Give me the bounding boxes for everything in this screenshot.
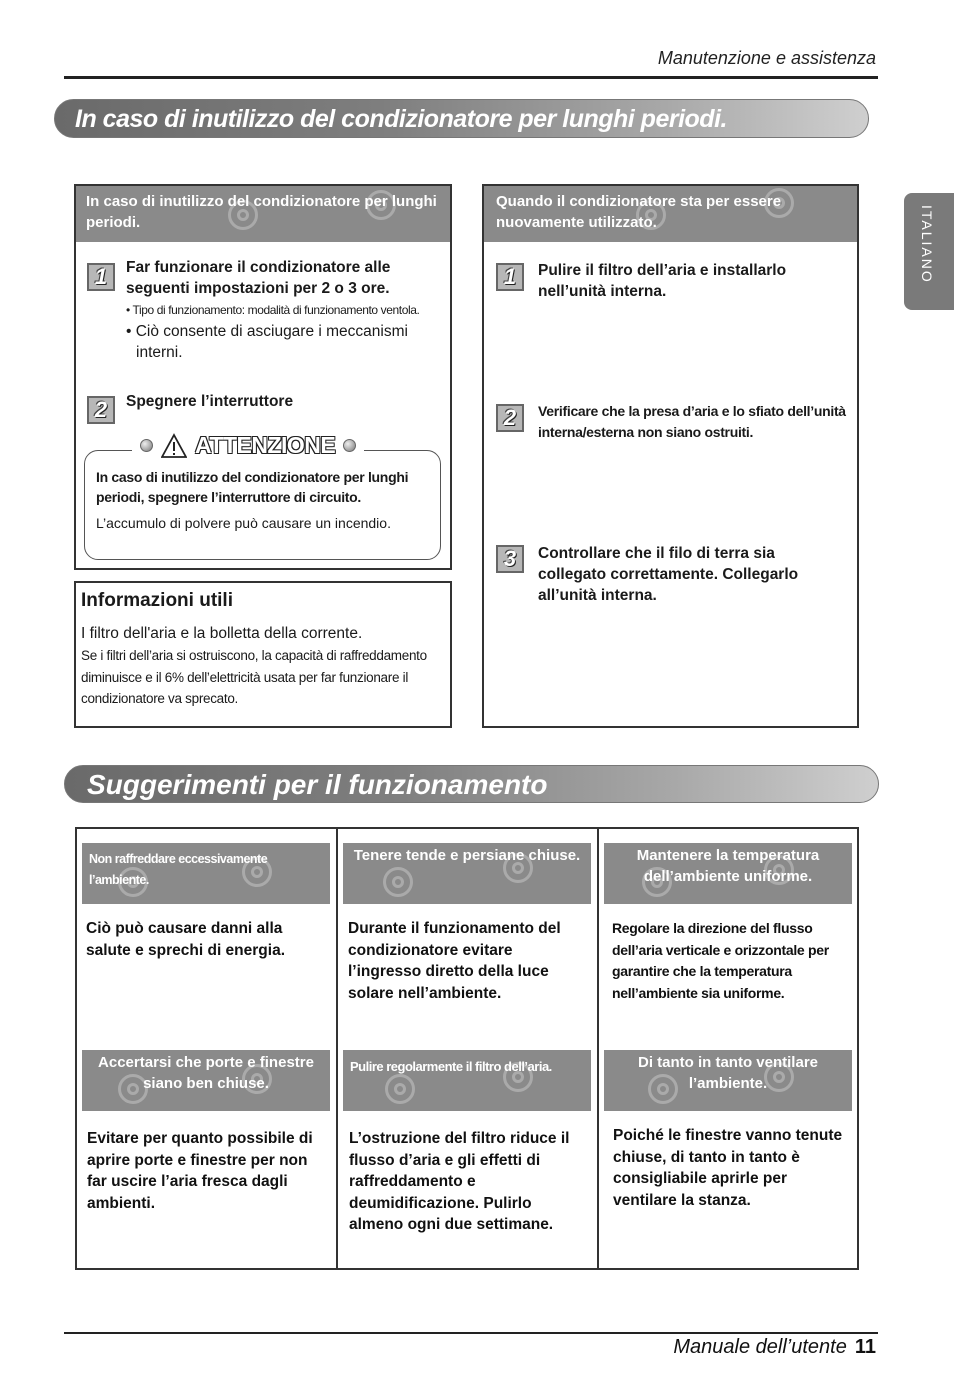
section-title: Manutenzione e assistenza (657, 48, 876, 68)
reuse-box-header-text: Quando il condizionatore sta per essere nuovamente utilizzato. (496, 193, 782, 231)
step-number-badge: 1 (496, 263, 524, 291)
section-banner-unused: In caso di inutilizzo del condizionatore per lunghi periodi. (54, 99, 869, 138)
info-box-line1: I filtro dell'aria e la bolletta della corrente. (81, 625, 363, 642)
step-number-badge: 2 (87, 396, 115, 424)
warning-triangle-icon (161, 433, 187, 459)
footer (673, 1336, 876, 1359)
caution-title (132, 432, 364, 459)
reuse-step2-text: Verificare che la presa d’aria e lo sfiato dell’unità interna/esterna non siano ostruiti. (538, 403, 846, 440)
caution-bold-text: In caso di inutilizzo del condizionatore per lunghi periodi, spegnere l’interruttore di circuito. (96, 469, 409, 505)
tip-header: Non raffreddare eccessivamente l’ambiente. (82, 843, 330, 904)
caution-title-text: ATTENZIONE (195, 432, 336, 458)
tip-header: Pulire regolarmente il filtro dell’aria. (343, 1050, 591, 1111)
storage-step1-text: Far funzionare il condizionatore alle seguenti impostazioni per 2 o 3 ore. (126, 259, 391, 297)
reuse-step3-text: Controllare che il filo di terra sia collegato correttamente. Collegarlo all’unità interna. (538, 545, 799, 604)
tip-body: L’ostruzione del filtro riduce il flusso d’aria e gli effetti di raffreddamento e deumidificazione. Pulirlo almeno ogni due settimane. (349, 1130, 570, 1233)
step-number-badge: 1 (87, 263, 115, 291)
footer-manual-label: Manuale dell’utente (673, 1336, 847, 1358)
tip-body: Regolare la direzione del flusso dell’aria verticale e orizzontale per garantire che la temperatura nell’ambiente sia uniforme. (612, 920, 829, 1001)
reuse-box-header (484, 186, 857, 242)
tip-header: Accertarsi che porte e finestre siano ben chiuse. (82, 1050, 330, 1111)
storage-step1-bullet1: • Tipo di funzionamento: modalità di funzionamento ventola. (126, 303, 420, 317)
swirl-icon (385, 1074, 415, 1104)
reuse-step1-text: Pulire il filtro dell’aria e installarlo nell’unità interna. (538, 262, 787, 300)
caution-text: L’accumulo di polvere può causare un incendio. (96, 515, 391, 531)
page-number: 11 (854, 1336, 876, 1358)
tip-header: Di tanto in tanto ventilare l’ambiente. (604, 1050, 852, 1111)
info-box-title: Informazioni utili (81, 590, 233, 611)
swirl-icon (648, 1074, 678, 1104)
column-divider (597, 829, 599, 1268)
tip-header: Tenere tende e persiane chiuse. (343, 843, 591, 904)
step-number-badge: 2 (496, 404, 524, 432)
tip-body: Ciò può causare danni alla salute e sprechi di energia. (86, 920, 285, 959)
tip-body: Durante il funzionamento del condizionatore evitare l’ingresso diretto della luce solare nell’ambiente. (348, 920, 561, 1002)
language-tab-label: ITALIANO (919, 205, 935, 284)
storage-box-header-text: In caso di inutilizzo del condizionatore per lunghi periodi. (86, 193, 437, 231)
step-number-badge: 3 (496, 545, 524, 573)
tip-body: Evitare per quanto possibile di aprire porte e finestre per non far uscire l’aria fresca dagli ambienti. (87, 1130, 313, 1212)
swirl-icon (383, 867, 413, 897)
section-banner-tips: Suggerimenti per il funzionamento (64, 765, 879, 803)
tip-header: Mantenere la temperatura dell’ambiente uniforme. (604, 843, 852, 904)
info-box-line2: Se i filtri dell’aria si ostruiscono, la capacità di raffreddamento diminuisce e il 6% dell’elettricità usata per far funzionare il condizionatore va sprecato. (81, 648, 427, 706)
header-rule (64, 76, 878, 79)
storage-box-header (76, 186, 450, 242)
column-divider (336, 829, 338, 1268)
bullet-dot-icon (140, 439, 153, 452)
language-tab (904, 193, 954, 310)
storage-step1-bullet2: • Ciò consente di asciugare i meccanismi interni. (126, 323, 408, 361)
footer-rule (64, 1332, 878, 1334)
tip-body: Poiché le finestre vanno tenute chiuse, di tanto in tanto è consigliabile aprirle per ventilare la stanza. (613, 1127, 843, 1209)
tips-grid (75, 827, 859, 1270)
bullet-dot-icon (343, 439, 356, 452)
storage-step2-text: Spegnere l’interruttore (126, 393, 294, 410)
